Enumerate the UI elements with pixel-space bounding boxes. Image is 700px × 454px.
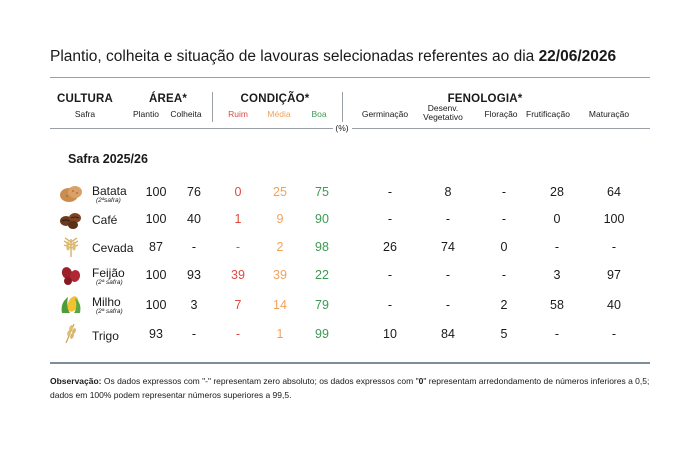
plantio-value: 100: [145, 268, 167, 282]
header-frutificacao: Frutificação: [526, 109, 570, 119]
desenv-value: -: [445, 298, 451, 312]
media-value: 39: [273, 268, 287, 282]
header-area: ÁREA*: [148, 93, 188, 105]
page-title: Plantio, colheita e situação de lavouras selecionadas referentes ao dia 22/06/2026: [50, 48, 617, 65]
divider-condicao: [342, 92, 343, 122]
header-colheita: Colheita: [170, 109, 202, 119]
frutificacao-value: -: [554, 240, 560, 254]
floracao-value: 5: [500, 327, 508, 341]
plantio-value: 93: [149, 327, 163, 341]
divider-area: [212, 92, 213, 122]
boa-value: 79: [315, 298, 329, 312]
crop-name: Trigo: [92, 329, 119, 343]
maturacao-value: -: [611, 327, 617, 341]
plantio-value: 87: [149, 240, 163, 254]
boa-value: 75: [315, 185, 329, 199]
crop-name: Batata (2ªsafra): [92, 184, 127, 204]
ruim-value: 7: [234, 298, 242, 312]
desenv-value: -: [445, 268, 451, 282]
colheita-value: 3: [190, 298, 198, 312]
top-rule: [50, 77, 650, 78]
frutificacao-value: 28: [550, 185, 564, 199]
safra-label: Safra 2025/26: [68, 152, 148, 166]
plantio-value: 100: [145, 298, 167, 312]
unit-rule-right: [352, 128, 650, 129]
maturacao-value: 40: [607, 298, 621, 312]
colheita-value: 76: [187, 185, 201, 199]
header-boa: Boa: [311, 109, 327, 119]
ruim-value: 1: [234, 212, 242, 226]
desenv-value: -: [445, 212, 451, 226]
floracao-value: -: [501, 268, 507, 282]
germinacao-value: 10: [383, 327, 397, 341]
barley-icon: [58, 236, 84, 258]
header-desenv: Desenv. Vegetativo: [423, 103, 463, 122]
maturacao-value: -: [611, 240, 617, 254]
media-value: 14: [273, 298, 287, 312]
report-date: 22/06/2026: [538, 48, 617, 65]
boa-value: 90: [315, 212, 329, 226]
floracao-value: -: [501, 212, 507, 226]
crop-name: Café: [92, 213, 118, 227]
germinacao-value: -: [387, 268, 393, 282]
boa-value: 99: [315, 327, 329, 341]
media-value: 1: [276, 327, 284, 341]
desenv-value: 84: [441, 327, 455, 341]
bottom-rule: [50, 362, 650, 364]
header-condicao: CONDIÇÃO*: [240, 93, 310, 105]
unit-rule-left: [50, 128, 333, 129]
germinacao-value: -: [387, 212, 393, 226]
germinacao-value: 26: [383, 240, 397, 254]
ruim-value: 39: [231, 268, 245, 282]
colheita-value: -: [191, 240, 197, 254]
germinacao-value: -: [387, 298, 393, 312]
unit-label: (%): [335, 123, 349, 133]
header-media: Média: [267, 109, 291, 119]
potato-icon: [58, 182, 84, 204]
colheita-value: 93: [187, 268, 201, 282]
maturacao-value: 97: [607, 268, 621, 282]
frutificacao-value: 3: [553, 268, 561, 282]
bean-icon: [58, 264, 84, 286]
frutificacao-value: 0: [553, 212, 561, 226]
header-floracao: Floração: [484, 109, 518, 119]
corn-icon: [58, 293, 84, 315]
wheat-icon: [58, 322, 84, 344]
media-value: 9: [276, 212, 284, 226]
frutificacao-value: -: [554, 327, 560, 341]
media-value: 2: [276, 240, 284, 254]
header-safra: Safra: [74, 109, 96, 119]
crop-name: Milho (2ª safra): [92, 295, 123, 315]
desenv-value: 74: [441, 240, 455, 254]
observation-note: Observação: Os dados expressos com "-" representam zero absoluto; os dados expressos com "0" representam arredondamento de números inferiores a 0,5; dados em 100% podem representar números superiores a 99,5.: [50, 376, 650, 400]
floracao-value: -: [501, 185, 507, 199]
maturacao-value: 64: [607, 185, 621, 199]
maturacao-value: 100: [603, 212, 625, 226]
frutificacao-value: 58: [550, 298, 564, 312]
crop-name: Feijão (2ª safra): [92, 266, 125, 286]
ruim-value: -: [235, 327, 241, 341]
plantio-value: 100: [145, 212, 167, 226]
header-germinacao: Germinação: [361, 109, 409, 119]
colheita-value: 40: [187, 212, 201, 226]
boa-value: 22: [315, 268, 329, 282]
header-fenologia: FENOLOGIA*: [447, 93, 523, 105]
header-maturacao: Maturação: [588, 109, 630, 119]
colheita-value: -: [191, 327, 197, 341]
coffee-bean-icon: [58, 209, 84, 231]
ruim-value: -: [235, 240, 241, 254]
header-plantio: Plantio: [133, 109, 159, 119]
boa-value: 98: [315, 240, 329, 254]
ruim-value: 0: [234, 185, 242, 199]
header-ruim: Ruim: [228, 109, 248, 119]
crop-name: Cevada: [92, 241, 134, 255]
desenv-value: 8: [444, 185, 452, 199]
floracao-value: 0: [500, 240, 508, 254]
media-value: 25: [273, 185, 287, 199]
germinacao-value: -: [387, 185, 393, 199]
floracao-value: 2: [500, 298, 508, 312]
plantio-value: 100: [145, 185, 167, 199]
header-cultura: CULTURA: [56, 93, 114, 105]
